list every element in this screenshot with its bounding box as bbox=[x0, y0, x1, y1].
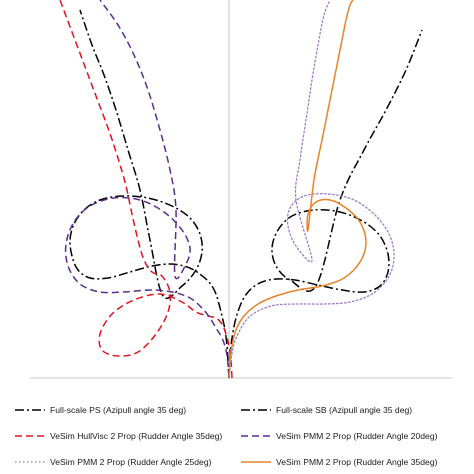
legend-swatch bbox=[240, 459, 272, 465]
legend-label: VeSim PMM 2 Prop (Rudder Angle 25deg) bbox=[50, 457, 212, 467]
series-line-0 bbox=[70, 10, 229, 378]
series-layer bbox=[60, 0, 422, 378]
legend-swatch bbox=[14, 407, 46, 413]
legend-item-full-scale-ps bbox=[14, 400, 186, 420]
legend-swatch bbox=[14, 459, 46, 465]
legend-swatch bbox=[14, 433, 46, 439]
legend-swatch bbox=[240, 407, 272, 413]
series-line-2 bbox=[60, 0, 232, 378]
series-line-1 bbox=[229, 30, 422, 378]
legend-item-pmm-20 bbox=[240, 426, 437, 446]
legend-item-hullvisc-35 bbox=[14, 426, 222, 446]
legend bbox=[0, 392, 474, 474]
legend-label: Full-scale PS (Azipull angle 35 deg) bbox=[50, 405, 187, 415]
legend-item-pmm-35 bbox=[240, 452, 437, 472]
legend-label: Full-scale SB (Azipull angle 35 deg) bbox=[276, 405, 413, 415]
legend-label: VeSim HullVisc 2 Prop (Rudder Angle 35deg) bbox=[50, 431, 223, 441]
legend-item-full-scale-sb bbox=[240, 400, 412, 420]
series-line-4 bbox=[229, 0, 394, 378]
legend-label: VeSim PMM 2 Prop (Rudder Angle 35deg) bbox=[276, 457, 438, 467]
legend-label: VeSim PMM 2 Prop (Rudder Angle 20deg) bbox=[276, 431, 438, 441]
legend-item-pmm-25 bbox=[14, 452, 211, 472]
legend-swatch bbox=[240, 433, 272, 439]
series-line-5 bbox=[229, 0, 366, 378]
series-line-3 bbox=[66, 0, 229, 378]
